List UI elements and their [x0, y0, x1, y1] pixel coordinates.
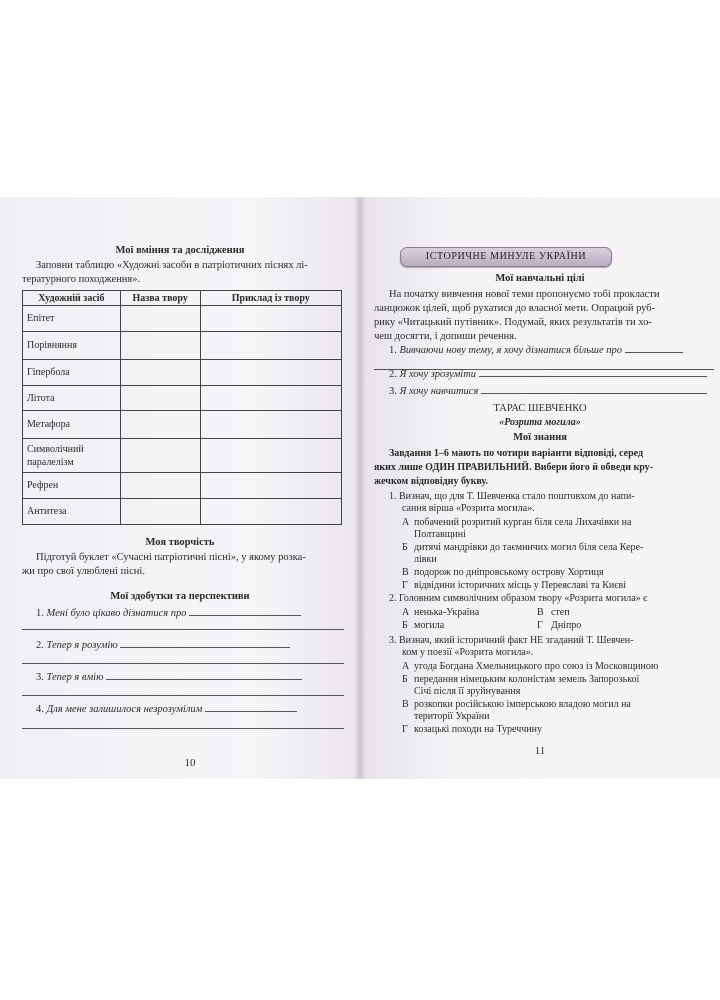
answer-letter[interactable]: Г	[537, 620, 543, 631]
answer-option-line: подорож по дніпровському острову Хортиця	[414, 567, 604, 578]
goal-text: Я хочу навчитися	[399, 386, 479, 397]
answer-option-line: передання німецьким колоністам земель Запорозької	[414, 674, 640, 685]
goals-heading: Мої навчальні цілі	[495, 273, 585, 284]
achievement-item	[36, 703, 346, 717]
table-header-cell: Художній засіб	[23, 291, 121, 306]
table-cell-device: Рефрен	[23, 473, 121, 499]
skills-heading: Мої вміння та дослідження	[115, 245, 245, 256]
question-1-line: 1. Визнач, що для Т. Шевченка стало поштовхом до напи-	[389, 491, 635, 502]
answer-line[interactable]	[205, 711, 297, 712]
creativity-heading: Моя творчість	[145, 537, 215, 548]
task-intro-line: Завдання 1–6 мають по чотири варіанти відповіді, серед	[389, 448, 644, 459]
answer-letter[interactable]: А	[402, 517, 410, 528]
achievement-text: Для мене залишилося незрозумілим	[46, 704, 203, 715]
answer-letter[interactable]: В	[402, 567, 409, 578]
table-cell-empty[interactable]	[120, 411, 200, 439]
knowledge-heading: Мої знання	[513, 432, 567, 443]
goal-text: Я хочу зрозуміти	[399, 369, 477, 380]
goal-number: 3.	[389, 386, 397, 397]
table-header-row	[23, 291, 342, 306]
answer-letter[interactable]: Б	[402, 542, 408, 553]
work-title: «Розрита могила»	[499, 417, 581, 428]
answer-line[interactable]	[481, 393, 707, 394]
answer-line[interactable]	[189, 615, 301, 616]
achievement-item	[36, 671, 346, 685]
answer-line[interactable]	[22, 629, 344, 630]
answer-line[interactable]	[22, 695, 344, 696]
left-page	[0, 197, 360, 779]
answer-option-line: угода Богдана Хмельницького про союз із Московщиною	[414, 661, 659, 672]
table-row	[23, 360, 342, 386]
table-row	[23, 473, 342, 499]
skills-task-line1: Заповни таблицю «Художні засоби в патріотичних піснях лі-	[36, 260, 308, 271]
table-cell-empty[interactable]	[120, 499, 200, 525]
answer-line[interactable]	[120, 647, 290, 648]
table-row	[23, 306, 342, 332]
answer-line[interactable]	[22, 663, 344, 664]
author-name: ТАРАС ШЕВЧЕНКО	[493, 403, 587, 414]
answer-option-text: ненька-Україна	[414, 607, 480, 618]
answer-option-line: Полтавщині	[414, 529, 466, 540]
table-cell-empty[interactable]	[120, 473, 200, 499]
creativity-line2: жи про свої улюблені пісні.	[22, 566, 145, 577]
answer-letter[interactable]: В	[402, 699, 409, 710]
answer-letter[interactable]: А	[402, 661, 410, 672]
question-1-line: сання вірша «Розрита могила».	[402, 503, 535, 514]
achievement-item	[36, 607, 346, 621]
achievements-heading: Мої здобутки та перспективи	[110, 591, 250, 602]
task-intro-line: жечком відповідну букву.	[374, 476, 488, 487]
table-cell-empty[interactable]	[200, 499, 341, 525]
table-cell-device: Гіпербола	[23, 360, 121, 386]
table-row	[23, 411, 342, 439]
answer-option-text: могила	[414, 620, 445, 631]
goal-number: 1.	[389, 345, 397, 356]
goal-number: 2.	[389, 369, 397, 380]
book-gutter	[354, 197, 366, 779]
answer-line[interactable]	[625, 352, 683, 353]
table-cell-empty[interactable]	[200, 439, 341, 473]
goals-line: чеш досягти, і допиши речення.	[374, 331, 517, 342]
open-workbook	[0, 197, 720, 779]
question-3-line: ком у поезії «Розрита могила».	[402, 647, 534, 658]
table-cell-empty[interactable]	[120, 332, 200, 360]
answer-letter[interactable]: Г	[402, 724, 408, 735]
achievement-text: Мені було цікаво дізнатися про	[46, 608, 187, 619]
table-cell-device: Літота	[23, 386, 121, 411]
answer-letter[interactable]: А	[402, 607, 410, 618]
table-cell-empty[interactable]	[200, 306, 341, 332]
goal-item	[389, 368, 714, 382]
answer-letter[interactable]: Б	[402, 674, 408, 685]
table-header-cell: Приклад із твору	[200, 291, 341, 306]
table-cell-device: Епітет	[23, 306, 121, 332]
answer-option-line: території України	[414, 711, 490, 722]
table-cell-device: Символічний паралелізм	[23, 439, 121, 473]
answer-option-line: побачений розритий курган біля села Лихачівки на	[414, 517, 632, 528]
table-cell-empty[interactable]	[120, 306, 200, 332]
achievement-number: 4.	[36, 704, 44, 715]
answer-option-line: Січі після її зруйнування	[414, 686, 521, 697]
achievement-number: 3.	[36, 672, 44, 683]
table-row	[23, 332, 342, 360]
answer-line[interactable]	[106, 679, 302, 680]
achievement-text: Тепер я вмію	[46, 672, 104, 683]
page-number: 11	[534, 745, 546, 757]
answer-letter[interactable]: В	[537, 607, 544, 618]
table-cell-empty[interactable]	[200, 386, 341, 411]
answer-letter[interactable]: Г	[402, 580, 408, 591]
table-row	[23, 439, 342, 473]
achievement-item	[36, 639, 346, 653]
task-intro-line: яких лише ОДИН ПРАВИЛЬНИЙ. Вибери його й обведи кру-	[374, 462, 654, 473]
goal-item	[389, 344, 714, 358]
answer-line[interactable]	[22, 728, 344, 729]
answer-line[interactable]	[479, 376, 707, 377]
table-cell-empty[interactable]	[200, 332, 341, 360]
achievement-text: Тепер я розумію	[46, 640, 118, 651]
creativity-line1: Підготуй буклет «Сучасні патріотичні пісні», у якому розка-	[36, 552, 306, 563]
answer-option-line: розкопки російською імперською владою могил на	[414, 699, 631, 710]
table-row	[23, 499, 342, 525]
art-devices-table	[22, 290, 342, 525]
table-cell-empty[interactable]	[120, 386, 200, 411]
answer-option-text: степ	[551, 607, 570, 618]
question-3-line: 3. Визнач, який історичний факт НЕ згаданий Т. Шевчен-	[389, 635, 634, 646]
achievement-number: 2.	[36, 640, 44, 651]
section-banner: ІСТОРИЧНЕ МИНУЛЕ УКРАЇНИ	[400, 247, 612, 267]
goals-line: На початку вивчення нової теми пропонуємо тобі прокласти	[389, 289, 660, 300]
question-2-line: 2. Головним символічним образом твору «Розрита могила» є	[389, 593, 648, 604]
goals-line: ланцюжок цілей, щоб рухатися до власної мети. Опрацюй руб-	[374, 303, 656, 314]
table-cell-empty[interactable]	[200, 473, 341, 499]
table-cell-empty[interactable]	[200, 360, 341, 386]
goal-text: Вивчаючи нову тему, я хочу дізнатися більше про	[399, 345, 622, 356]
answer-option-line: лівки	[414, 554, 437, 565]
table-cell-device: Порівняння	[23, 332, 121, 360]
table-header-cell: Назва твору	[120, 291, 200, 306]
skills-task-line2: тературного походження».	[22, 274, 141, 285]
answer-option-text: Дніпро	[551, 620, 582, 631]
goal-item	[389, 385, 714, 399]
goals-line: рику «Читацький путівник». Подумай, яких результатів ти хо-	[374, 317, 652, 328]
answer-option-line: дитячі мандрівки до таємничих могил біля села Кере-	[414, 542, 644, 553]
answer-option-line: козацькі походи на Туреччину	[414, 724, 543, 735]
table-cell-empty[interactable]	[200, 411, 341, 439]
answer-letter[interactable]: Б	[402, 620, 408, 631]
page-number: 10	[184, 757, 196, 769]
table-row	[23, 386, 342, 411]
answer-option-line: відвідини історичних місць у Переяславі та Києві	[414, 580, 627, 591]
table-cell-device: Антитеза	[23, 499, 121, 525]
table-cell-empty[interactable]	[120, 439, 200, 473]
table-cell-device: Метафора	[23, 411, 121, 439]
achievement-number: 1.	[36, 608, 44, 619]
table-cell-empty[interactable]	[120, 360, 200, 386]
